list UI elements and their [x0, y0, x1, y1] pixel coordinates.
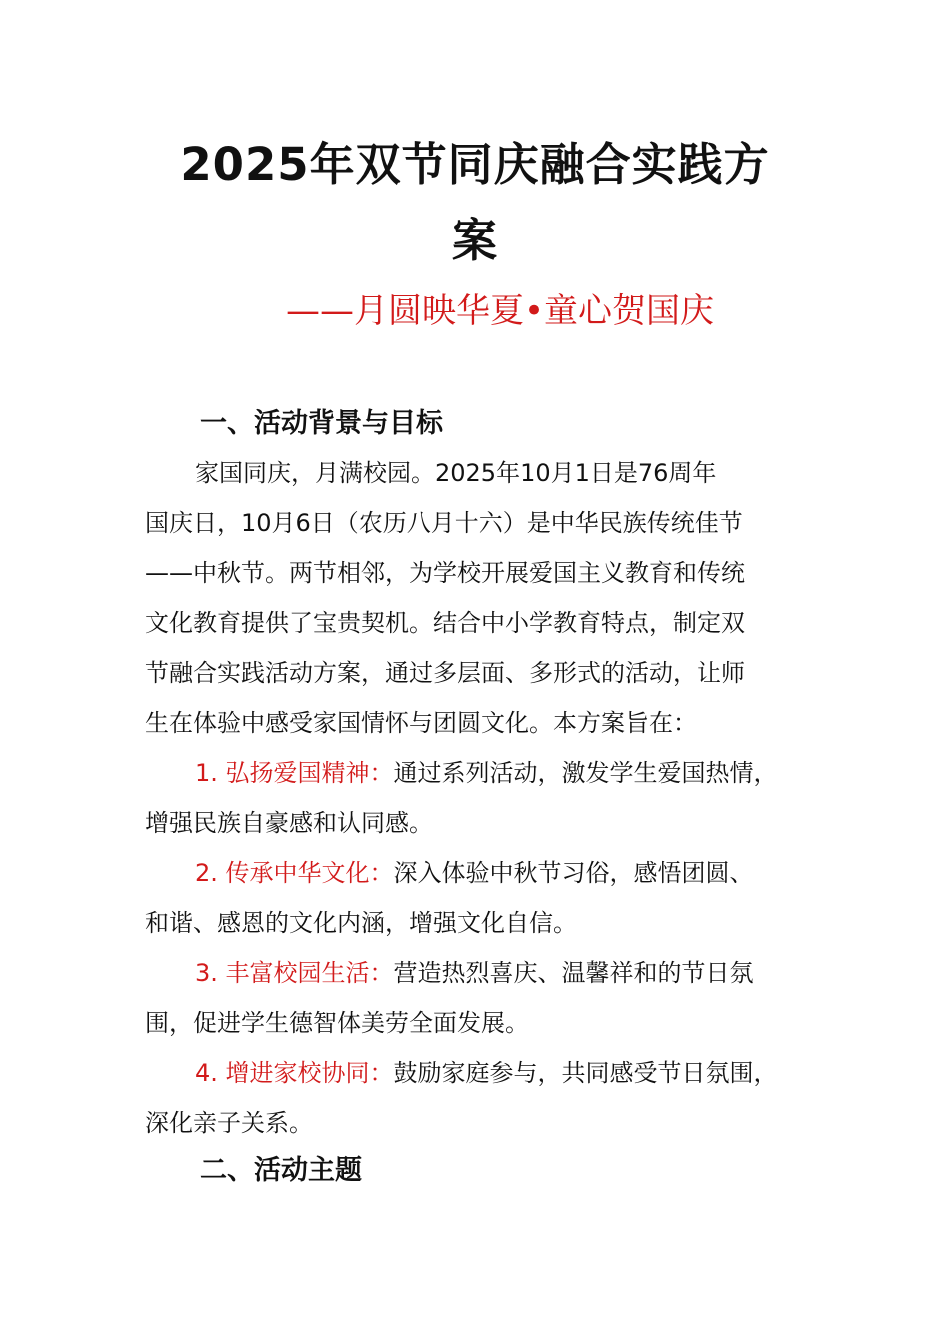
document-title-line-1: 2025年双节同庆融合实践方	[180, 138, 770, 191]
paragraph-line: 家国同庆，月满校园。2025年10月1日是76周年	[195, 459, 717, 487]
paragraph-line: 节融合实践活动方案，通过多层面、多形式的活动，让师	[145, 659, 745, 687]
paragraph-line: 国庆日，10月6日（农历八月十六）是中华民族传统佳节	[145, 509, 743, 537]
goal-item-4-continued: 深化亲子关系。	[145, 1109, 313, 1137]
goal-label: 4. 增进家校协同：	[195, 1059, 394, 1087]
goal-item-1-continued: 增强民族自豪感和认同感。	[145, 809, 433, 837]
document-subtitle: ——月圆映华夏•童心贺国庆	[286, 291, 715, 331]
goal-item-3	[195, 955, 754, 991]
goal-text: 鼓励家庭参与，共同感受节日氛围，	[393, 1059, 778, 1087]
goal-label: 2. 传承中华文化：	[195, 859, 394, 887]
goal-item-3-continued: 围，促进学生德智体美劳全面发展。	[145, 1009, 529, 1037]
goal-label: 3. 丰富校园生活：	[195, 959, 394, 987]
paragraph-line: 文化教育提供了宝贵契机。结合中小学教育特点，制定双	[145, 609, 745, 637]
paragraph-line: 生在体验中感受家国情怀与团圆文化。本方案旨在：	[145, 709, 697, 737]
document-title-line-2: 案	[451, 214, 498, 267]
section-heading-theme: 二、活动主题	[200, 1155, 362, 1186]
goal-item-2	[195, 855, 754, 891]
goal-text: 通过系列活动，激发学生爱国热情，	[393, 759, 778, 787]
section-heading-background: 一、活动背景与目标	[200, 408, 443, 439]
goal-item-1	[195, 755, 778, 791]
goal-item-2-continued: 和谐、感恩的文化内涵，增强文化自信。	[145, 909, 577, 937]
goal-text: 深入体验中秋节习俗，感悟团圆、	[393, 859, 754, 887]
goal-text: 营造热烈喜庆、温馨祥和的节日氛	[393, 959, 754, 987]
goal-label: 1. 弘扬爱国精神：	[195, 759, 394, 787]
paragraph-line: ——中秋节。两节相邻，为学校开展爱国主义教育和传统	[145, 559, 745, 587]
goal-item-4	[195, 1055, 778, 1091]
